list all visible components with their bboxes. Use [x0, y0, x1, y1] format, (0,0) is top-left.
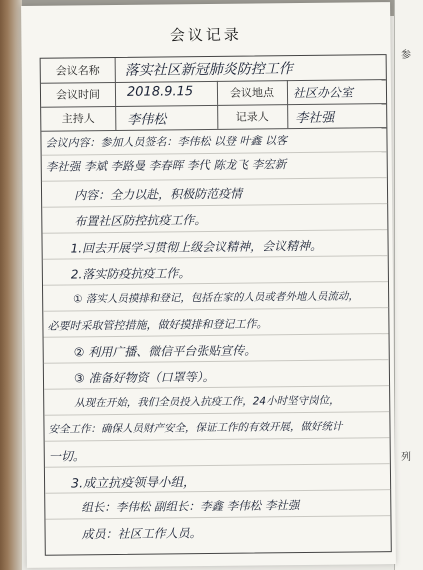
content-line-9: ② 利用广播、微信平台张贴宣传。	[73, 343, 257, 360]
adjacent-page-label-bottom: 列	[401, 452, 411, 463]
divider	[287, 80, 288, 104]
divider	[115, 82, 116, 106]
rule-line	[45, 437, 390, 442]
rule-line	[45, 515, 390, 520]
meeting-place-label: 会议地点	[229, 86, 275, 100]
content-line-12: 安全工作：确保人员财产安全，保证工作的有效开展，做好统计	[48, 420, 343, 436]
minutes-form	[40, 54, 392, 556]
meeting-place-value: 社区办公室	[292, 85, 354, 101]
content-line-11: 从现在开始，我们全员投入抗疫工作，24小时坚守岗位，	[74, 394, 340, 410]
meeting-name-value: 落实社区新冠肺炎防控工作	[124, 61, 293, 79]
content-line-8: 必要时采取管控措施，做好摸排和登记工作。	[47, 317, 268, 333]
content-line-16: 成员：社区工作人员。	[81, 526, 202, 542]
recorder-label: 记录人	[235, 110, 269, 124]
content-line-5: 1.回去开展学习贯彻上级会议精神，会议精神。	[70, 238, 323, 256]
divider	[115, 106, 116, 130]
rule-line	[42, 229, 387, 234]
content-line-6: 2.落实防疫抗疫工作。	[70, 266, 191, 282]
rule-line	[44, 333, 389, 338]
meeting-time-label: 会议时间	[55, 88, 101, 102]
content-line-1: 会议内容：参加人员签名：李伟松 以登 叶鑫 以客	[45, 134, 288, 150]
hand-edge	[0, 0, 22, 570]
content-line-10: ③ 准备好物资（口罩等）。	[73, 369, 215, 386]
content-line-13: 一切。	[48, 449, 85, 464]
content-line-3: 内容：全力以赴，积极防范疫情	[73, 186, 243, 203]
content-line-2: 李社强 李斌 李路曼 李春晖 李代 陈龙飞 李宏新	[45, 157, 287, 174]
meeting-time-value: 2018.9.15	[126, 84, 194, 100]
rule-line	[43, 307, 388, 312]
content-line-15: 组长：李伟松 副组长：李鑫 李伟松 李社强	[81, 498, 300, 515]
divider	[115, 58, 116, 82]
rule-line	[42, 151, 387, 156]
divider	[287, 104, 288, 128]
rule-line	[42, 177, 387, 182]
content-line-4: 布置社区防控抗疫工作。	[74, 213, 207, 229]
adjacent-page	[394, 0, 423, 570]
page-title: 会议记录	[169, 25, 242, 45]
recorder-value: 李社强	[295, 110, 335, 127]
rule-line	[45, 463, 390, 468]
host-label: 主持人	[61, 112, 95, 126]
adjacent-page-label-top: 参	[401, 50, 411, 61]
rule-line	[44, 411, 389, 416]
content-line-7: ① 落实人员摸排和登记，包括在家的人员或者外地人员流动，	[73, 290, 359, 306]
content-line-14: 3.成立抗疫领导小组，	[70, 474, 196, 491]
minutes-page	[21, 2, 396, 568]
host-value: 李伟松	[127, 112, 167, 128]
rule-line	[42, 203, 387, 208]
meeting-name-label: 会议名称	[55, 64, 100, 78]
